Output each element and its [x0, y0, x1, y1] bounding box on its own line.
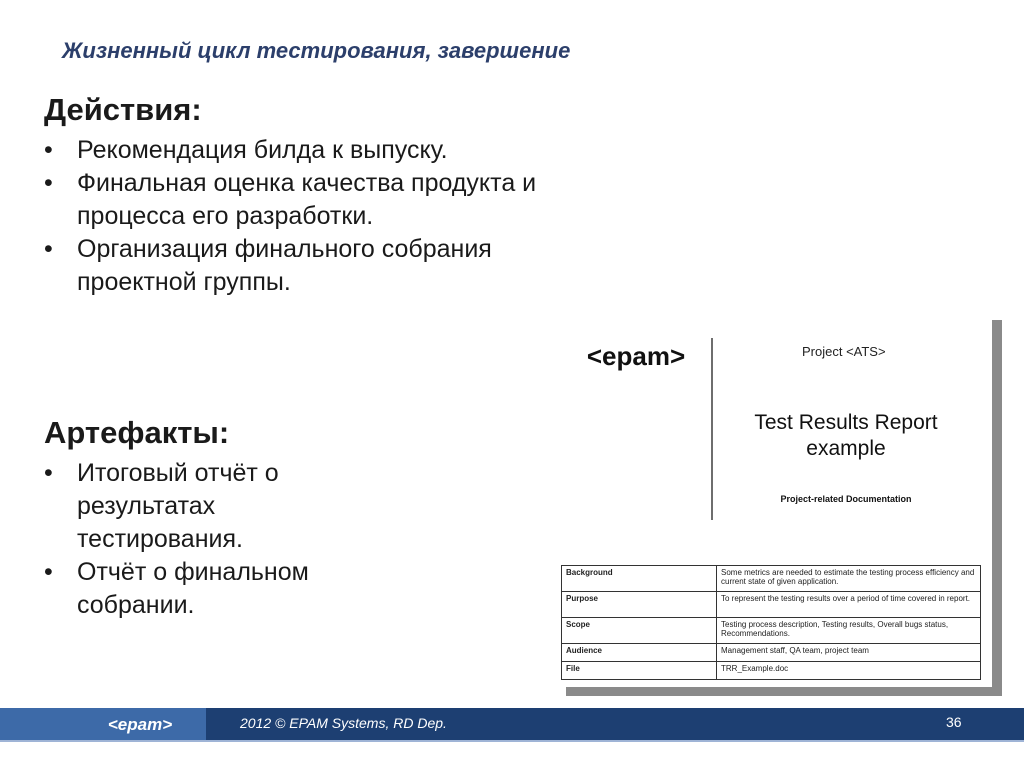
list-item: • Организация финального собрания проектной группы.: [44, 233, 604, 299]
document-shadow: [566, 687, 1002, 696]
actions-list: [44, 134, 604, 299]
footer-copyright: 2012 © EPAM Systems, RD Dep.: [240, 715, 447, 731]
table-row: Background Some metrics are needed to estimate the testing process efficiency and current state of given application.: [562, 566, 981, 592]
epam-logo: [582, 340, 690, 374]
table-row: File TRR_Example.doc: [562, 662, 981, 680]
document-preview: [556, 320, 992, 687]
actions-heading: Действия:: [44, 92, 202, 127]
list-item: • Отчёт о финальном собрании.: [44, 556, 374, 622]
artifacts-heading: Артефакты:: [44, 415, 230, 450]
list-item: • Финальная оценка качества продукта и процесса его разработки.: [44, 167, 604, 233]
document-table: [561, 565, 981, 680]
footer-epam-logo: [100, 713, 180, 735]
svg-text:<epam>: <epam>: [107, 715, 173, 734]
document-subtitle: Project-related Documentation: [780, 494, 912, 504]
footer-divider: [0, 740, 1024, 742]
document-project: Project <ATS>: [802, 344, 886, 359]
table-row: Purpose To represent the testing results over a period of time covered in report.: [562, 592, 981, 618]
artifacts-list: [44, 457, 374, 622]
table-row: Audience Management staff, QA team, project team: [562, 644, 981, 662]
svg-text:<epam>: <epam>: [586, 341, 686, 371]
document-divider: [711, 338, 713, 520]
list-item: • Итоговый отчёт о результатах тестирования.: [44, 457, 374, 556]
document-title: Test Results Report example: [754, 411, 938, 460]
table-row: Scope Testing process description, Testing results, Overall bugs status, Recommendations.: [562, 618, 981, 644]
slide-title: Жизненный цикл тестирования, завершение: [62, 38, 571, 63]
list-item: • Рекомендация билда к выпуску.: [44, 134, 604, 167]
document-shadow: [992, 320, 1002, 696]
page-number: 36: [946, 714, 962, 730]
